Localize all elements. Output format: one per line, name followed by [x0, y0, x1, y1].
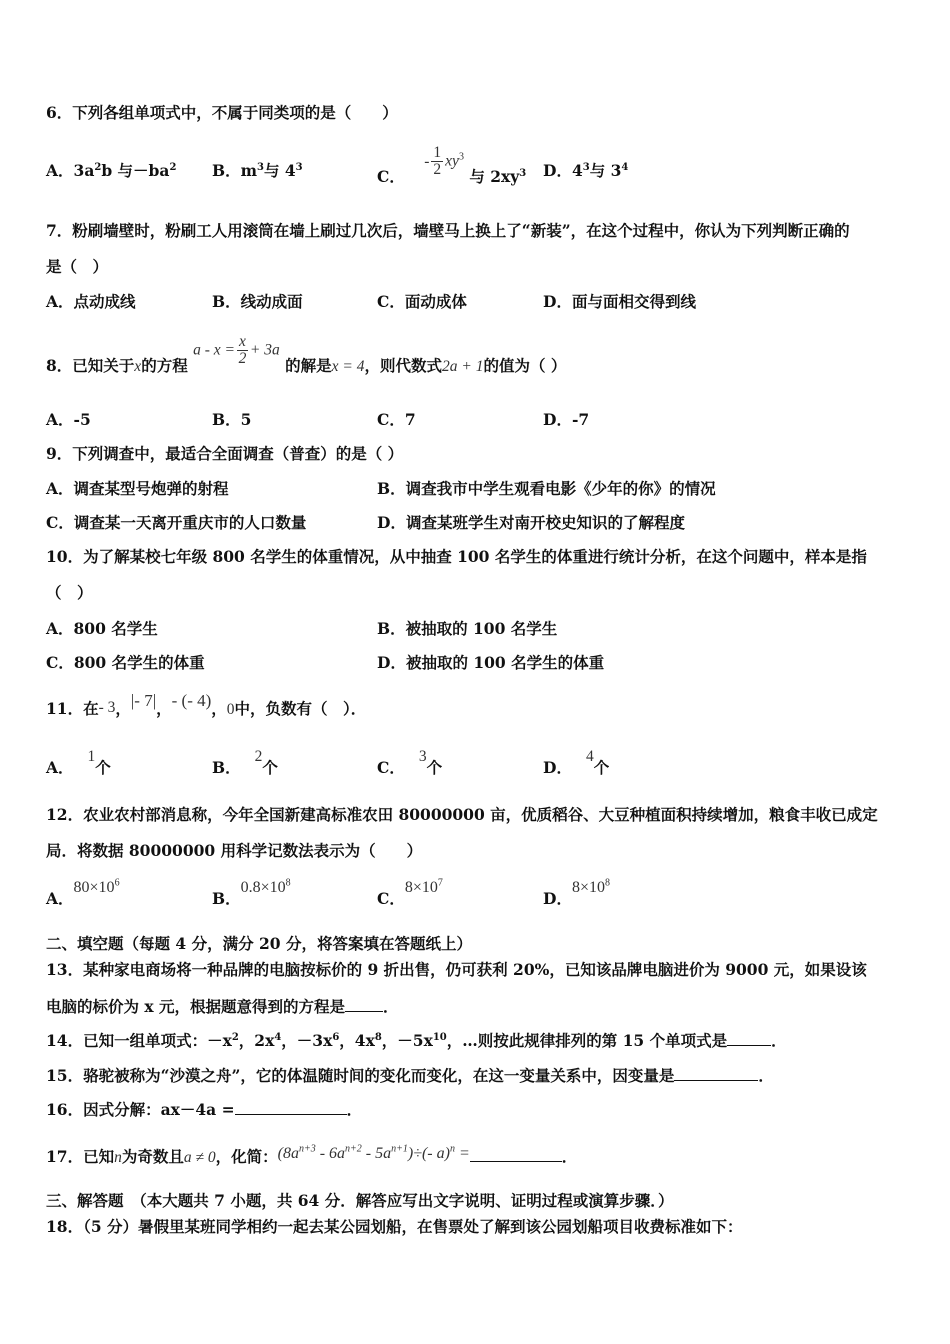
q6-option-b: B．$m^3$与 $4^3$ — [212, 161, 303, 180]
q9-stem: 9．下列调查中，最适合全面调查（普查）的是（ ） — [46, 444, 404, 463]
q6-option-a: A．$3a^2b$ 与$-ba^2$ — [46, 161, 177, 180]
q17-stem: 17．已知n为奇数且a ≠ 0，化简：$(8a^{n+3} - 6a^{n+2} - 5a^{n+1})\div(-$ a)$^n$ = ． — [46, 1143, 578, 1166]
answer-blank[interactable] — [235, 1100, 347, 1115]
q6-stem: 6．下列各组单项式中，不属于同类项的是（ ） — [46, 103, 398, 122]
q8-option-a: A．-5 — [46, 410, 91, 429]
fraction-x-over-2: $\frac{x}{2}$ — [238, 333, 247, 367]
q6-option-c: C． - $\frac{1}{2}$ $xy^3$ 与 $2xy^3$ — [377, 144, 527, 186]
q8-equation-left: a - x = — [193, 341, 235, 359]
q7-option-a: A．点动成线 — [46, 292, 136, 311]
q11-option-d: D．4个 — [543, 748, 610, 777]
q18-stem: 18．（5 分）暑假里某班同学相约一起去某公园划船，在售票处了解到该公园划船项目收费标准如下： — [46, 1217, 743, 1236]
q6-option-d: D．$4^3$与 $3^4$ — [543, 161, 629, 180]
q8-option-d: D．-7 — [543, 410, 590, 429]
q16-stem: 16．因式分解：ax－4a = ． — [46, 1100, 363, 1119]
answer-blank[interactable] — [345, 997, 383, 1012]
q7-stem-line1: 7．粉刷墙壁时，粉刷工人用滚筒在墙上刷过几次后，墙壁马上换上了“新装”，在这个过程中，你认为下列判断正确的 — [46, 221, 850, 240]
q9-option-b: B．调查我市中学生观看电影《少年的你》的情况 — [377, 479, 716, 498]
q7-option-b: B．线动成面 — [212, 292, 303, 311]
q7-stem-line2: 是（ ） — [46, 257, 109, 276]
q12-stem-line1: 12．农业农村部消息称，今年全国新建高标准农田 80000000 亩，优质稻谷、大豆种植面积持续增加，粮食丰收已成定 — [46, 805, 878, 824]
q9-option-d: D．调查某班学生对南开校史知识的了解程度 — [377, 513, 685, 532]
q10-option-d: D．被抽取的 100 名学生的体重 — [377, 653, 605, 672]
answer-blank[interactable] — [674, 1066, 758, 1081]
q9-option-a: A．调查某型号炮弹的射程 — [46, 479, 229, 498]
q11-option-a: A．1个 — [46, 748, 111, 777]
section-solutions-heading: 三、解答题 （本大题共 7 小题，共 64 分．解答应写出文字说明、证明过程或演算步骤．） — [46, 1191, 674, 1210]
q8-option-b: B．5 — [212, 410, 252, 429]
q7-option-c: C．面动成体 — [377, 292, 467, 311]
section-fill-in-heading: 二、填空题（每题 4 分，满分 20 分，将答案填在答题纸上） — [46, 934, 472, 953]
fraction-one-half: $\frac{1}{2}$ — [433, 144, 442, 178]
q10-option-a: A．800 名学生 — [46, 619, 158, 638]
q15-stem: 15．骆驼被称为“沙漠之舟”，它的体温随时间的变化而变化，在这一变量关系中，因变量是 ． — [46, 1066, 774, 1085]
answer-blank[interactable] — [727, 1031, 771, 1046]
q12-option-c: C．$8\times 10^7$ — [377, 877, 443, 908]
q13-stem-line2: 电脑的标价为 x 元，根据题意得到的方程是 ． — [46, 997, 399, 1016]
q12-option-d: D．$8\times 10^8$ — [543, 877, 610, 908]
q17-expression: $(8a^{n+3} - 6a^{n+2} - 5a^{n+1})\div(-$ a)$^n$ = — [277, 1143, 470, 1162]
q8-option-c: C．7 — [377, 410, 416, 429]
q12-stem-line2: 局．将数据 80000000 用科学记数法表示为（ ） — [46, 841, 423, 860]
q13-stem-line1: 13．某种家电商场将一种品牌的电脑按标价的 9 折出售，仍可获利 20%，已知该品牌电脑进价为 9000 元，如果设该 — [46, 960, 867, 979]
q11-option-b: B．2个 — [212, 748, 278, 777]
q8-stem: 8．已知关于x的方程 a - x = $\frac{x}{2}$ + 3a 的解是x = 4，则代数式2a + 1的值为（ ） — [46, 333, 567, 375]
q9-option-c: C．调查某一天离开重庆市的人口数量 — [46, 513, 307, 532]
q10-option-b: B．被抽取的 100 名学生 — [377, 619, 558, 638]
q10-stem-line2: （ ） — [46, 583, 93, 602]
q12-option-b: B．$0.8\times 10^8$ — [212, 877, 291, 908]
q14-stem: 14．已知一组单项式：$-x^2$，$2x^4$，$-3x^6$，$4x^8$，$-5x^{10}$，…则按此规律排列的第 15 个单项式是 ． — [46, 1031, 787, 1050]
answer-blank[interactable] — [470, 1147, 562, 1162]
q11-stem: 11．在- 3，|- 7|，- (- 4)，0中，负数有（ ）． — [46, 691, 367, 718]
q10-stem-line1: 10．为了解某校七年级 800 名学生的体重情况，从中抽查 100 名学生的体重进行统计分析，在这个问题中，样本是指 — [46, 547, 867, 566]
q10-option-c: C．800 名学生的体重 — [46, 653, 205, 672]
q12-option-a: A．$80\times 10^6$ — [46, 877, 120, 908]
q7-option-d: D．面与面相交得到线 — [543, 292, 696, 311]
q11-option-c: C．3个 — [377, 748, 443, 777]
